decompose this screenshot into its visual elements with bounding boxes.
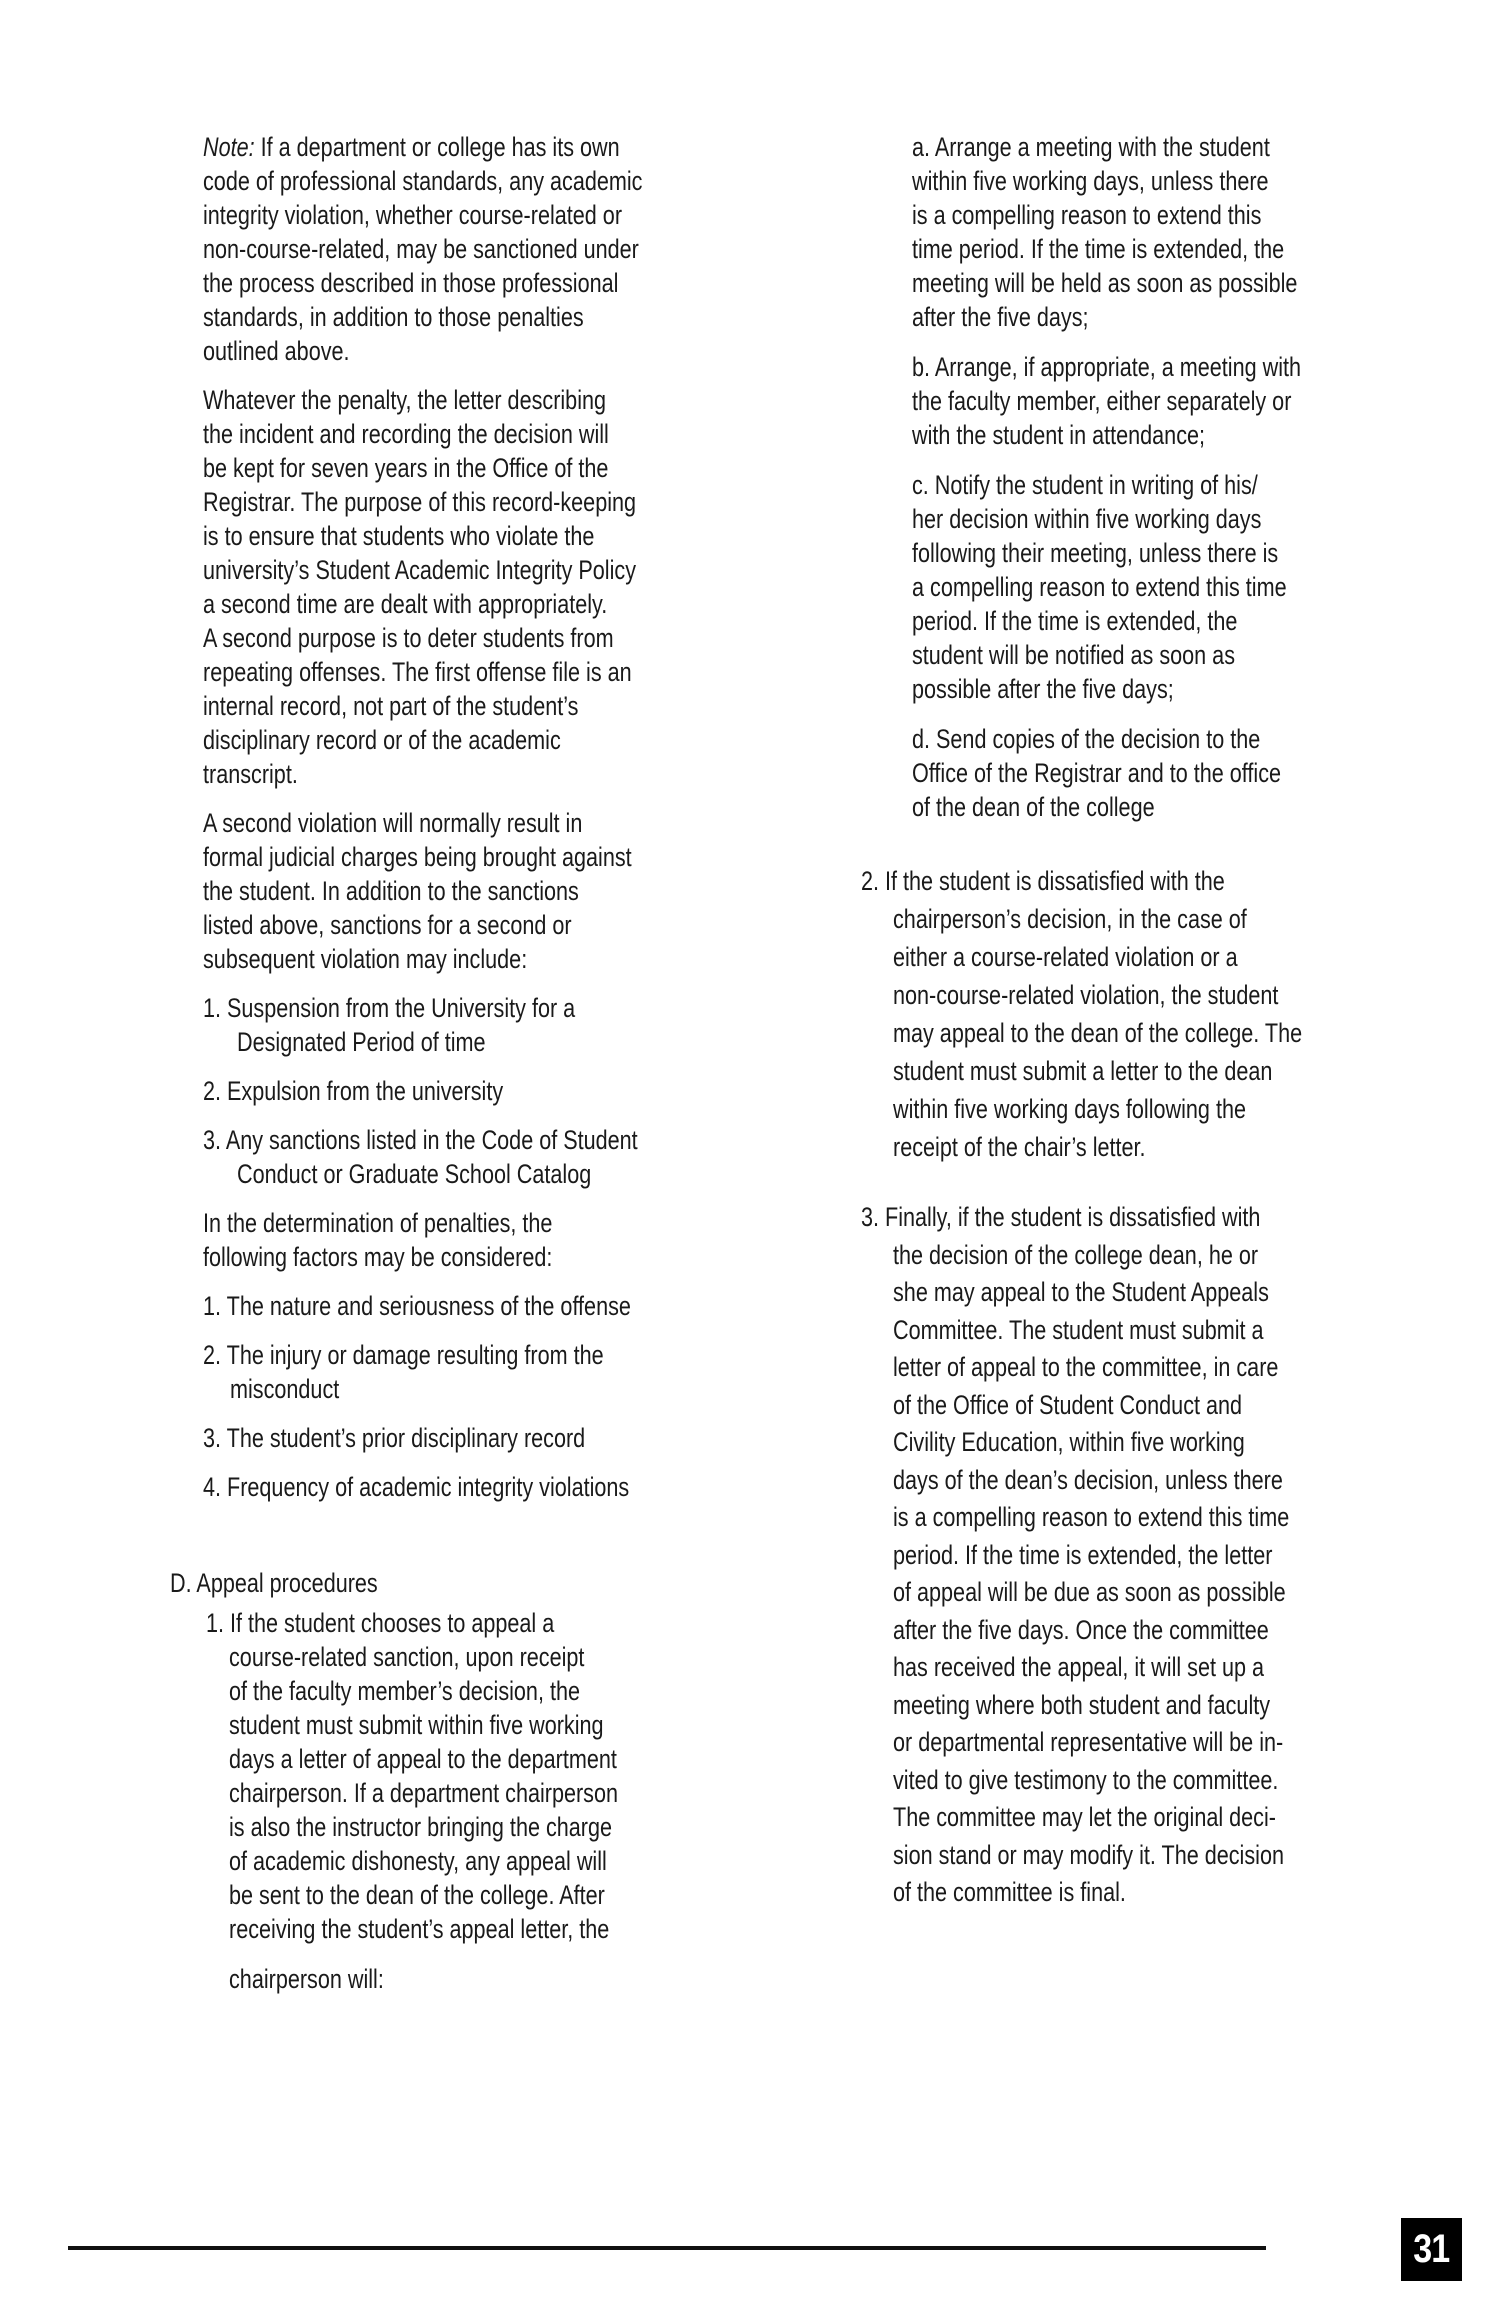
note-line: integrity violation, whether course-related or: [203, 200, 623, 230]
section-heading-appeal-procedures: D. Appeal procedures: [170, 1568, 378, 1598]
paragraph-line: transcript.: [203, 759, 298, 789]
note-line: outlined above.: [203, 336, 350, 366]
footer-rule: [68, 2246, 1266, 2250]
page-number: 31: [1413, 2227, 1450, 2271]
paragraph-line: is to ensure that students who violate the: [203, 521, 595, 551]
paragraph-line: In the determination of penalties, the: [203, 1208, 553, 1238]
paragraph-line: Registrar. The purpose of this record-keeping: [203, 487, 637, 517]
paragraph-line: repeating offenses. The first offense file is an: [203, 657, 632, 687]
paragraph-line: subsequent violation may include:: [203, 944, 528, 974]
note-line: code of professional standards, any academic: [203, 166, 643, 196]
paragraph-line: disciplinary record or of the academic: [203, 725, 561, 755]
paragraph-line: the incident and recording the decision will: [203, 419, 609, 449]
paragraph-line: be kept for seven years in the Office of the: [203, 453, 609, 483]
document-page: Note: If a department or college has its own code of professional standards, any academic integrity violation, whether course-related or non-course-related, may be sanctioned under the process described in those professional standards, in addition to those penalties outlined above. Whatever the penalty, the letter describing the incident and recording the decision will be kept for seven years in the Office of the Registrar. The purpose of this record-keeping is to ensure that students who violate the university’s Student Academic Integrity Policy a second time are dealt with appropriately. A second purpose is to deter students from repeating offenses. The first offense file is an internal record, not part of the student’s disciplinary record or of the academic transcript. A second violation will normally result in formal judicial charges being brought against the student. In addition to the sanctions listed above, sanctions for a second or subsequent violation may include: 1. Suspension from the University for a Designated Period of time 2. Expulsion from the university 3. Any sanctions listed in the Code of Student Conduct or Graduate School Catalog In the determination of penalties, the following factors may be considered: 1. The nature and seriousness of the offense 2. The injury or damage resulting from the misconduct 3. The student’s prior disciplinary record 4. Frequency of academic integrity violations D. Appeal procedures 1. If the student chooses to appeal a course-related sanction, upon receipt of the faculty member’s decision, the student must submit within five working days a letter of appeal to the department chairperson. If a department chairperson is also the instructor bringing the charge of academic dishonesty, any appeal will be sent to the dean of the college. After receiving the student’s appeal letter, the chairperson will: a. Arrange a meeting with the student within five working days, unless there is a compelling reason to extend this time period. If the time is extended, the meeting will be held as soon as possible after the five days; b. Arrange, if appropriate, a meeting with the faculty member, either separately or with the student in attendance; c. Notify the student in writing of his/ her decision within five working days following their meeting, unless there is a compelling reason to extend this time period. If the time is extended, the student will be notified as soon as possible after the five days; d. Send copies of the decision to the Office of the Registrar and to the office of the dean of the college 2. If the student is dissatisfied with the chairperson’s decision, in the case of either a course-related violation or a non-course-related violation, the student may appeal to the dean of the college. The student must submit a letter to the dean within five working days following the receipt of the chair’s letter. 3. Finally, if the student is dissatisfied with the decision of the college dean, he or she may appeal to the Student Appeals Committee. The student must submit a letter of appeal to the committee, in care of the Office of Student Conduct and Civility Education, within five working days of the dean’s decision, unless there is a compelling reason to extend this time period. If the time is extended, the letter of appeal will be due as soon as possible after the five days. Once the committee has received the appeal, it will set up a meeting where both student and faculty or departmental representative will be in- vited to give testimony to the committee. The committee may let the original deci- sion stand or may modify it. The decision of the committee is final. 31: [0, 0, 1500, 2318]
paragraph-line: Whatever the penalty, the letter describing: [203, 385, 607, 415]
paragraph-line: listed above, sanctions for a second or: [203, 910, 572, 940]
paragraph-line: a second time are dealt with appropriately.: [203, 589, 608, 619]
page-number-badge: [1401, 2218, 1462, 2281]
note-line: non-course-related, may be sanctioned under: [203, 234, 639, 264]
note-line: Note: If a department or college has its own: [203, 132, 620, 162]
paragraph-line: A second purpose is to deter students from: [203, 623, 614, 653]
paragraph-line: A second violation will normally result in: [203, 808, 583, 838]
paragraph-line: formal judicial charges being brought against: [203, 842, 632, 872]
note-line: the process described in those professional: [203, 268, 619, 298]
paragraph-line: university’s Student Academic Integrity Policy: [203, 555, 637, 585]
paragraph-line: internal record, not part of the student’s: [203, 691, 579, 721]
note-line: standards, in addition to those penalties: [203, 302, 584, 332]
paragraph-line: the student. In addition to the sanctions: [203, 876, 579, 906]
paragraph-line: following factors may be considered:: [203, 1242, 553, 1272]
note-label: Note:: [203, 132, 255, 162]
